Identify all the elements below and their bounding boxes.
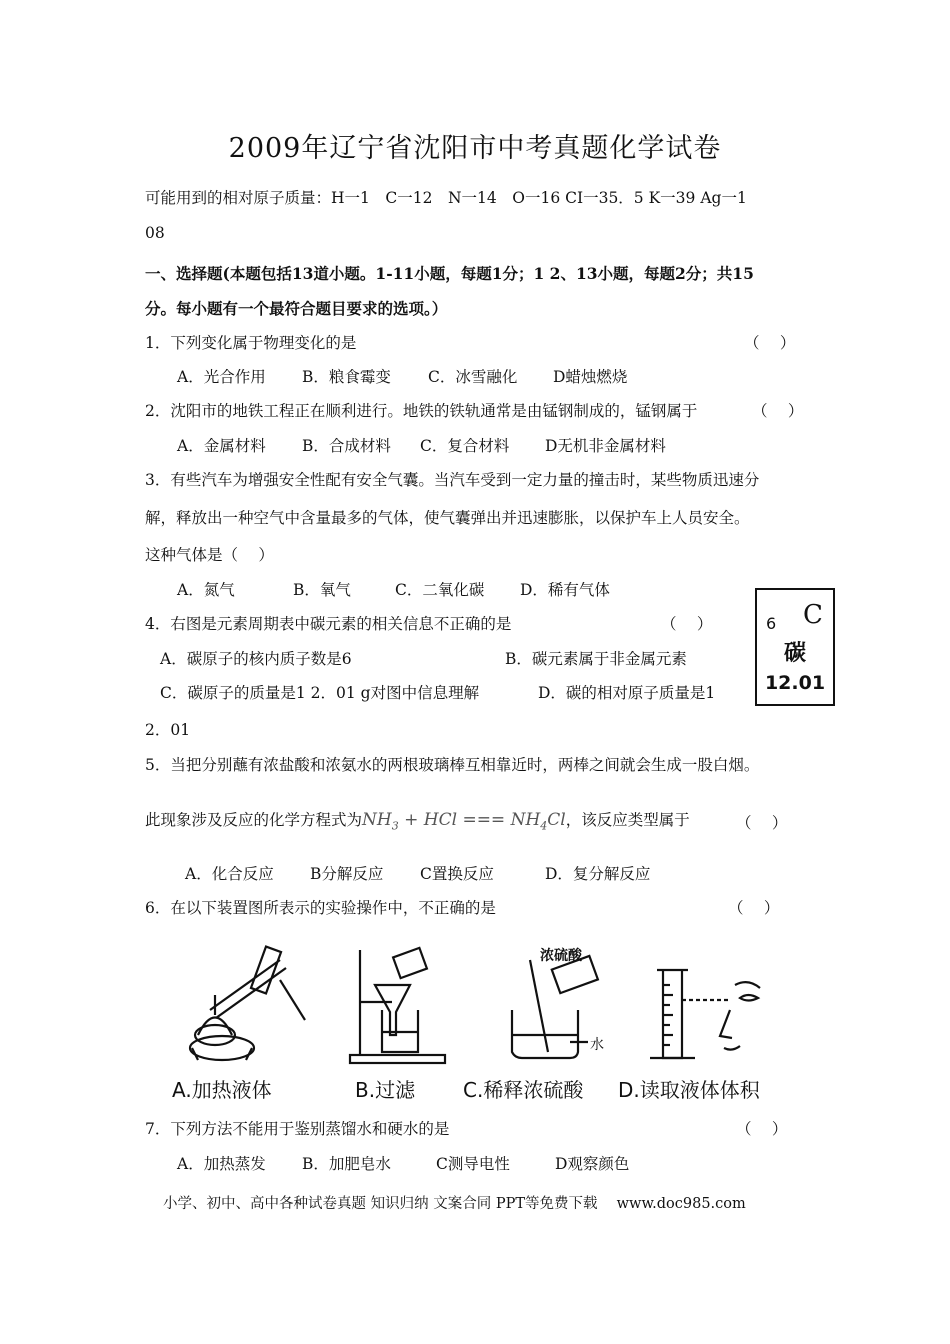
label-water: 水 [590,1037,604,1053]
q1-option-d: D蜡烛燃烧 [553,368,628,386]
caption-filtration: B.过滤 [355,1078,416,1102]
q5-text-post: ，该反应类型属于 [565,811,690,829]
eq-operator: + HCl === [398,810,511,830]
q2-option-c: C．复合材料 [420,437,510,455]
apparatus-dilute-acid [512,956,598,1058]
q3-option-c: C．二氧化碳 [395,581,485,599]
question-1-stem: 1．下列变化属于物理变化的是 [145,334,357,352]
caption-read-volume: D.读取液体体积 [618,1078,760,1102]
atomic-mass: 12.01 [764,672,826,694]
q4-option-c: C．碳原子的质量是1 2．01 g对图中信息理解 [160,684,480,702]
q5-text-pre: 此现象涉及反应的化学方程式为 [145,811,363,829]
label-concentrated-acid: 浓硫酸 [540,948,582,964]
eq-product: NH [510,810,541,830]
element-name: 碳 [783,641,806,666]
chemical-equation [362,810,566,833]
apparatus-heating-liquid [190,947,305,1060]
q5-option-c: C置换反应 [420,865,494,883]
question-3-line-3: 这种气体是（ ） [145,546,274,564]
element-symbol: C [803,600,823,630]
q5-option-b: B分解反应 [310,865,384,883]
question-5-answer-blank: （ ） [736,814,788,832]
question-5-line-1: 5．当把分别蘸有浓盐酸和浓氨水的两根玻璃棒互相靠近时，两棒之间就会生成一股白烟。 [145,756,760,774]
q5-option-d: D．复分解反应 [545,865,651,883]
q7-option-d: D观察颜色 [555,1155,630,1173]
q1-option-c: C．冰雪融化 [428,368,518,386]
question-7-answer-blank: （ ） [736,1120,788,1138]
q4-option-b: B．碳元素属于非金属元素 [505,650,687,668]
atomic-masses-line-cont: 08 [145,224,165,242]
question-3-line-2: 解，释放出一种空气中含量最多的气体，使气囊弹出并迅速膨胀，以保护车上人员安全。 [145,509,750,527]
caption-dilute-acid: C.稀释浓硫酸 [463,1078,584,1102]
caption-heating-liquid: A.加热液体 [172,1078,272,1102]
q4-option-d: D．碳的相对原子质量是1 [538,684,716,702]
apparatus-read-volume [650,970,760,1058]
q4-option-a: A．碳原子的核内质子数是6 [160,650,352,668]
q1-option-a: A．光合作用 [177,368,266,386]
q3-option-b: B．氧气 [293,581,351,599]
question-2-answer-blank: （ ） [752,402,804,420]
section-heading: 一、选择题(本题包括13道小题。1-11小题，每题1分；1 2、13小题，每题2分；共15 [145,264,754,283]
periodic-table-cell-carbon [755,588,835,706]
footer-text: 小学、初中、高中各种试卷真题 知识归纳 文案合同 PPT等免费下载 www.doc985.com [163,1196,746,1212]
question-2-stem: 2．沈阳市的地铁工程正在顺利进行。地铁的铁轨通常是由锰钢制成的，锰钢属于 [145,402,698,420]
q2-option-a: A．金属材料 [177,437,266,455]
q2-option-b: B．合成材料 [302,437,391,455]
q3-option-a: A．氮气 [177,581,235,599]
q4-option-d-cont: 2．01 [145,721,191,739]
q7-option-a: A．加热蒸发 [177,1155,266,1173]
section-heading-cont: 分。每小题有一个最符合题目要求的选项。） [145,299,448,318]
atomic-number: 6 [766,614,777,633]
apparatus-filtration [350,948,445,1063]
question-7-stem: 7．下列方法不能用于鉴别蒸馏水和硬水的是 [145,1120,450,1138]
q7-option-c: C测导电性 [436,1155,510,1173]
question-6-answer-blank: （ ） [728,899,780,917]
page-title: 2009年辽宁省沈阳市中考真题化学试卷 [228,133,722,164]
eq-subscript: 3 [391,819,399,833]
question-4-answer-blank: （ ） [661,615,713,633]
q7-option-b: B．加肥皂水 [302,1155,391,1173]
question-4-stem: 4．右图是元素周期表中碳元素的相关信息不正确的是 [145,615,512,633]
eq-product-tail: Cl [547,810,566,830]
question-5-line-2 [145,808,690,832]
q2-option-d: D无机非金属材料 [545,437,666,455]
question-6-stem: 6．在以下装置图所表示的实验操作中，不正确的是 [145,899,496,917]
eq-reactant: NH [362,810,392,830]
question-3-line-1: 3．有些汽车为增强安全性配有安全气囊。当汽车受到一定力量的撞击时，某些物质迅速分 [145,471,760,489]
q1-option-b: B．粮食霉变 [302,368,391,386]
question-1-answer-blank: （ ） [744,334,796,352]
atomic-masses-line: 可能用到的相对原子质量：H一1 C一12 N一14 O一16 CI一35．5 K一39 Ag一1 [145,189,747,207]
q3-option-d: D．稀有气体 [520,581,610,599]
eq-subscript: 4 [540,819,548,833]
q5-option-a: A．化合反应 [185,865,274,883]
